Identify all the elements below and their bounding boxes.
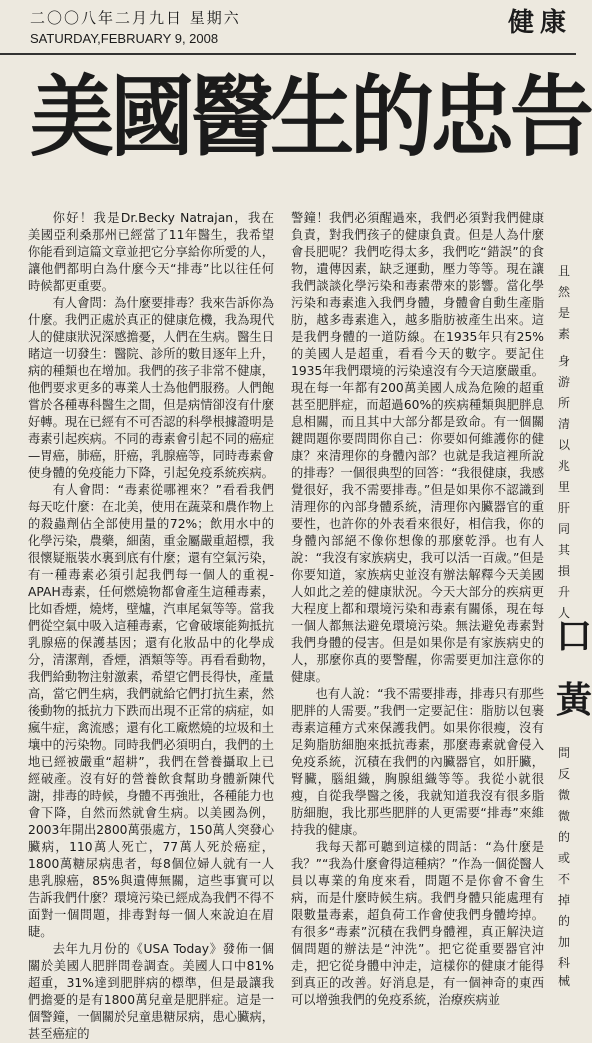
paragraph: 也有人說：“我不需要排毒，排毒只有那些肥胖的人需要。”我們一定要記住：脂肪以包裹毒素這種方式來保護我們。如果你很瘦，沒有足夠脂肪細胞來抵抗毒素，那麼毒素就會侵入免疫系統，沉積在我們的內臟器官，如肝臟，腎臟，腦組織，胸腺組織等等。我從小就很瘦，自從我學醫之後，我就知道我沒有很多脂肪細胞，我比那些肥胖的人更需要“排毒”來維持我的健康。 [291, 687, 544, 837]
article-headline: 美國醫生的忠告 [30, 65, 591, 169]
edge-char: 素 [558, 327, 571, 341]
edge-char: 升 [558, 585, 571, 599]
edge-big-char: 黃 [556, 680, 592, 721]
date-chinese: 二〇〇八年二月九日 星期六 [30, 9, 241, 27]
edge-char: 不 [558, 872, 571, 886]
edge-char: 且 [558, 264, 571, 278]
edge-char: 是 [558, 306, 571, 320]
edge-char: 人 [558, 606, 571, 620]
article-column-1 [28, 210, 274, 1043]
edge-char: 所 [558, 396, 571, 410]
edge-char: 加 [558, 935, 571, 949]
edge-char: 其 [558, 543, 571, 557]
edge-big-char: 口 [556, 616, 592, 657]
edge-char: 損 [558, 564, 571, 578]
date-english: SATURDAY,FEBRUARY 9, 2008 [30, 31, 219, 46]
article-column-2 [291, 210, 544, 1009]
edge-char: 械 [558, 974, 571, 988]
paragraph: 你好！我是Dr.Becky Natrajan，我在美國亞利桑那州已經當了11年醫生，我希望你能看到這篇文章並把它分享給你所愛的人，讓他們都明白為什麼今天“排毒”比以往任何時候都更重要。 [28, 211, 274, 293]
paragraph: 我每天都可聽到這樣的問話：“為什麼是我？”“我為什麼會得這種病？”作為一個從醫人員以專業的角度來看，問題不是你會不會生病，而是什麼時候生病。我們身體只能處理有限數量毒素，超負荷工作會使我們身體垮掉。有很多“毒素”沉積在我們身體裡，真正解決這個問題的辦法是“沖洗”。把它從重要器官沖走，把它從身體中沖走，這樣你的健康才能得到真正的改善。好消息是，有一個神奇的東西可以增強我們的免疫系統，治療疾病並 [291, 840, 544, 1007]
edge-char: 然 [558, 285, 571, 299]
edge-char: 的 [558, 830, 571, 844]
edge-char: 掉 [558, 893, 571, 907]
paragraph: 去年九月份的《USA Today》發佈一個關於美國人肥胖問卷調查。美國人口中81%超重，31%達到肥胖病的標準，但是最讓我們擔憂的是有1800萬兒童是肥胖症。這是一個警鐘，一個關於兒童患糖尿病，患心臟病，甚至癌症的 [28, 942, 274, 1041]
edge-char: 身 [558, 354, 571, 368]
edge-char: 反 [558, 767, 571, 781]
edge-char: 微 [558, 809, 571, 823]
edge-char: 問 [558, 746, 571, 760]
header-rule [0, 53, 576, 55]
newspaper-header [0, 0, 576, 55]
section-title: 健康 [508, 8, 573, 38]
edge-char: 里 [558, 480, 571, 494]
edge-char: 的 [558, 914, 571, 928]
paragraph: 有人會問：“毒素從哪裡來？”看看我們每天吃什麼：在北美，使用在蔬菜和農作物上的殺蟲劑佔全部使用量的72%；飲用水中的化學污染，農藥，細菌，重金屬嚴重超標，我很懷疑瓶裝水裏到底有什麼；還有空氣污染，有一種毒素必須引起我們每一個人的重視-APAH毒素，任何燃燒物都會產生這種毒素，比如香煙，燒烤，壁爐，汽車尾氣等等。當我們從空氣中吸入這種毒素，它會破壞能夠抵抗乳腺癌的保護基因；還有化妝品中的化學成分，清潔劑，香煙，酒類等等。再看看動物，我們給動物注射激素，希望它們長得快，產量高，當它們生病，我們就給它們打抗生素，然後動物的抵抗力下跌而出現不正常的病症，如瘋牛症，禽流感；還有化工廠燃燒的垃圾和土壤中的污染物。同時我們必須明白，我們的土地已經被嚴重“超耕”，我們在營養攝取上已經破產。沒有好的營養飲食幫助身體新陳代謝，排毒的時候，身體不再強壯，各種能力也會下降，自然而然就會生病。以美國為例，2003年開出2800萬張處方，150萬人突發心臟病，110萬人死亡，77萬人死於癌症，1800萬糖尿病患者，每8個位婦人就有一人患乳腺癌，85%與遺傳無關，這些事實可以告訴我們什麼？環境污染已經成為我們不得不面對一個問題，排毒對每一個人來說迫在眉睫。 [28, 483, 274, 939]
paragraph: 警鐘！我們必須醒過來，我們必須對我們健康負責，對我們孩子的健康負責。但是人為什麼會長肥呢？我們吃得太多，我們吃“錯誤”的食物，遺傳因素，缺乏運動，壓力等等。現在讓我們談談化學污染和毒素帶來的影響。當化學污染和毒素進入我們身體，身體會自動生產脂肪，越多毒素進入，越多脂肪被產生出來。這是我們身體的一道防線。在1935年只有25%的美國人是超重，看看今天的數字。要記住1935年我們環境的污染遠沒有今天這麼嚴重。現在每一年都有200萬美國人成為危險的超重甚至肥胖症，而超過60%的疾病種類與肥胖息息相關，而且其中大部分都是致命。有一個關鍵問題你要問問你自己：你要如何維護你的健康？來清理你的身體內部？也就是我這裡所說的排毒？一個很典型的回答：“我很健康，我感覺很好，我不需要排毒。”但是如果你不認識到清理你的內部身體系統，清理你內臟器官的重要性，也許你的外表看來很好，相信我，你的身體內部絕不像你想像的那麼乾淨。也有人說：“我沒有家族病史，我可以活一百歲。”但是你要知道，家族病史並沒有辦法解釋今天美國人如此之差的健康狀況。今天大部分的疾病更大程度上都和環境污染和毒素有關係，現在每一個人都無法避免環境污染。無法避免毒素對我們身體的侵害。但是如果你是有家族病史的人，那麼你真的要警醒，你需要更加注意你的健康。 [291, 211, 544, 684]
edge-char: 科 [558, 956, 571, 970]
edge-char: 或 [558, 851, 571, 865]
edge-char: 以 [558, 438, 571, 452]
edge-char: 游 [558, 375, 571, 389]
edge-char: 微 [558, 788, 571, 802]
edge-char: 同 [558, 522, 571, 536]
edge-char: 肝 [558, 501, 571, 515]
paragraph: 有人會問：為什麼要排毒？我來告訴你為什麼。我們正處於真正的健康危機，我為現代人的健康狀況深感擔憂，人們在生病。醫生日睹這一切發生：醫院、診所的數目逐年上升，病的種類也在增加。我們的孩子非常不健康，他們要求更多的專業人士為他們服務。人們飽嘗於各種專科醫生之間，但是病情卻沒有什麼好轉。現在已經有不可否認的科學根據證明是毒素引起疾病。不同的毒素會引起不同的癌症—胃癌，肺癌，肝癌，乳腺癌等，同時毒素會使身體的免疫能力下降，引起免疫系統疾病。 [28, 296, 274, 480]
edge-char: 兆 [558, 459, 571, 473]
edge-char: 清 [558, 417, 571, 431]
